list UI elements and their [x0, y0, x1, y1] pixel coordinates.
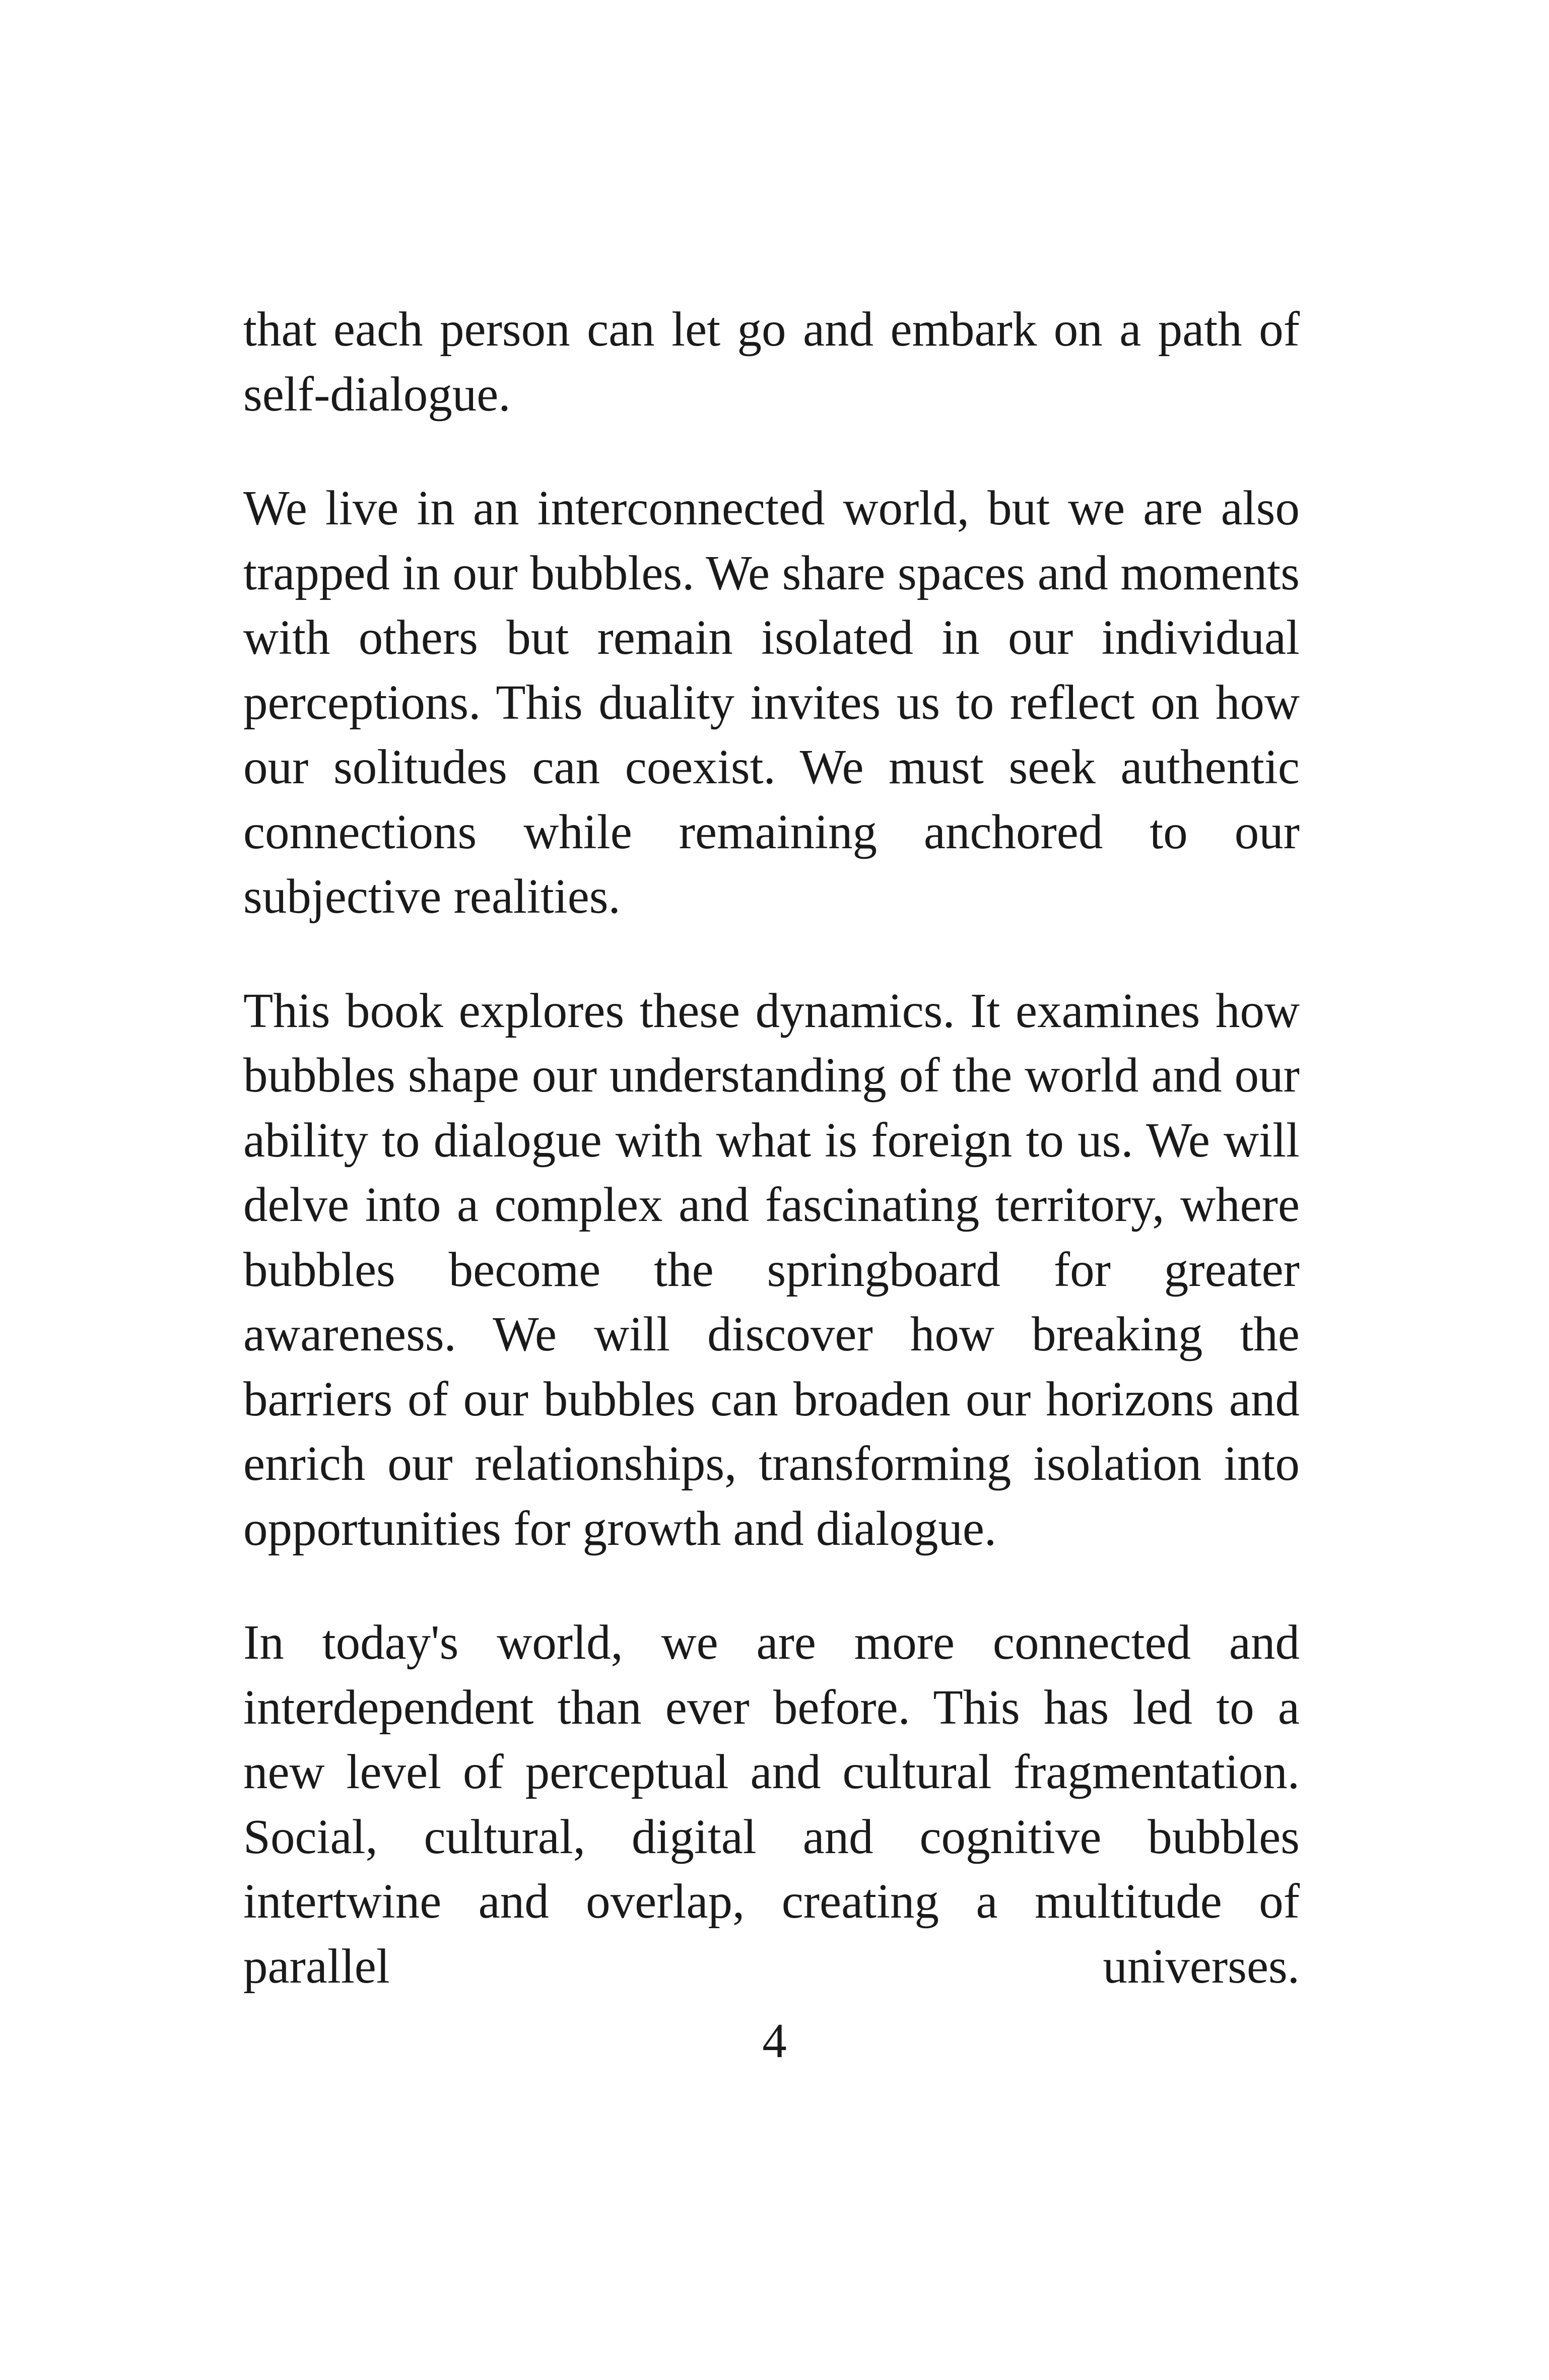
paragraph-3: This book explores these dynamics. It examines how bubbles shape our understanding of the world and our ability to dialogue with what is foreign to us. We will delve into a complex and fascinating territory, where bubbles become the springboard for greater awareness. We will discover how breaking the barriers of our bubbles can broaden our horizons and enrich our relationships, transforming isolation into opportunities for growth and dialogue.	[243, 983, 1300, 1555]
paragraph-1: that each person can let go and embark on a path of self-dialogue.	[243, 302, 1300, 421]
paragraph-4: In today's world, we are more connected and interdependent than ever before. This has led to a new level of perceptual and cultural fragmentation. Social, cultural, digital and cognitive bubbles intertwine and overlap, creating a multitude of parallel universes.	[243, 1615, 1300, 1993]
paragraph-2: We live in an interconnected world, but we are also trapped in our bubbles. We share spaces and moments with others but remain isolated in our individual perceptions. This duality invites us to reflect on how our solitudes can coexist. We must seek authentic connections while remaining anchored to our subjective realities.	[243, 481, 1300, 923]
body-text	[243, 297, 1300, 1999]
page-number: 4	[762, 2014, 787, 2068]
